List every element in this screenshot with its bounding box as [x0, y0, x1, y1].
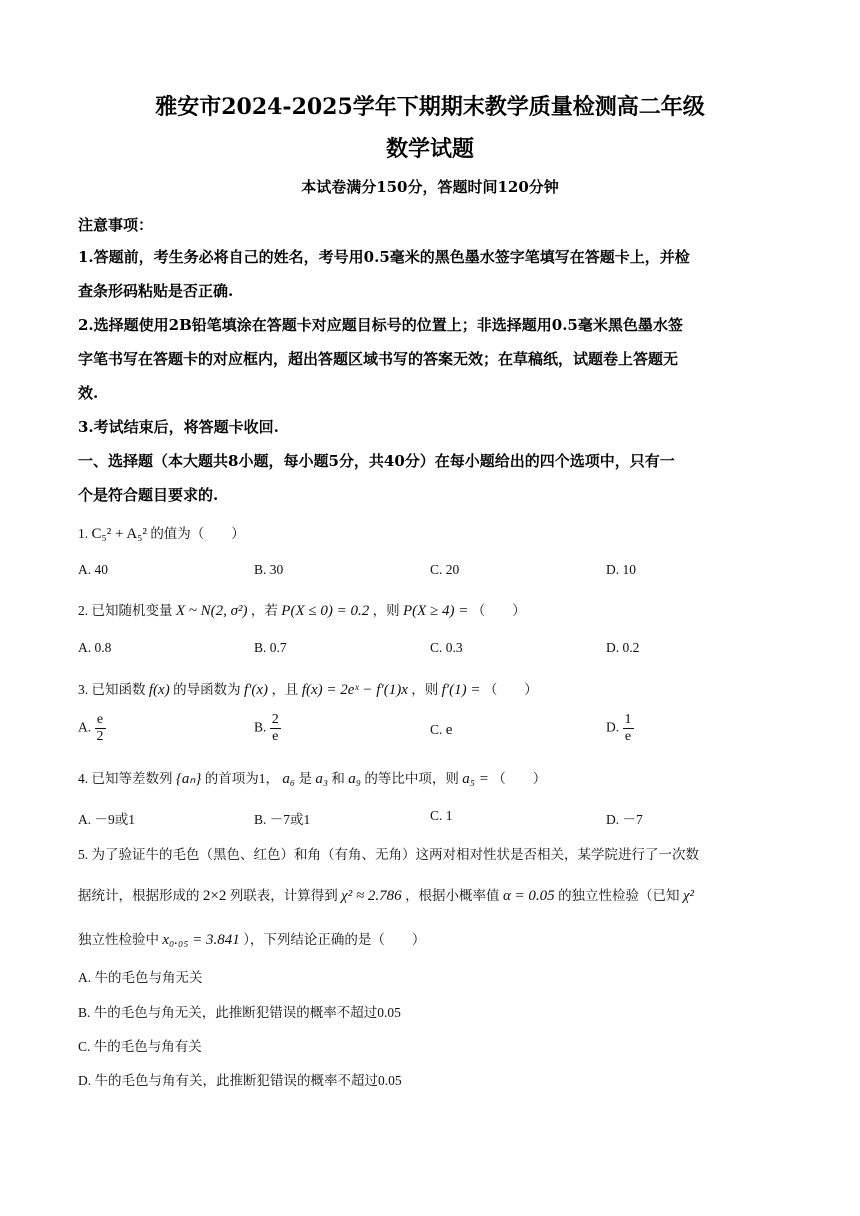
q3-option-d[interactable]: [606, 712, 634, 745]
question-5-line-2: [78, 884, 784, 905]
question-4-expr-5: a₅ =: [462, 771, 489, 787]
question-2-options: [78, 640, 784, 680]
q2-option-c[interactable]: C. 0.3: [430, 640, 463, 655]
question-3-stem-a: 3. 已知函数: [78, 682, 146, 697]
question-4-expr-2: a₆: [282, 771, 296, 787]
question-2-stem-b: ，若: [250, 603, 278, 618]
question-3-expr-4: f′(1) =: [441, 682, 481, 698]
question-2: [78, 599, 784, 620]
question-3-expr-2: f′(x): [243, 682, 269, 698]
q4-option-d[interactable]: D. －7: [606, 812, 643, 827]
section-1-line-2: 个是符合题目要求的.: [78, 486, 219, 504]
q3-option-a-fraction: [95, 712, 106, 745]
question-5-line-3-a: 独立性检验中: [78, 932, 159, 947]
question-4-expr-4: a₉: [348, 771, 362, 787]
question-3-stem-e: （ ）: [483, 682, 538, 697]
q1-option-d[interactable]: D. 10: [606, 562, 636, 577]
q4-option-b[interactable]: B. －7或1: [254, 812, 311, 827]
note-1-line-2: 查条形码粘贴是否正确.: [78, 282, 234, 300]
exam-subtitle: 数学试题: [385, 136, 474, 162]
question-3-stem-c: ，且: [271, 682, 299, 697]
question-2-stem-a: 2. 已知随机变量: [78, 603, 173, 618]
question-1-stem: 的值为（ ）: [150, 526, 245, 541]
q3-option-a-numerator: e: [95, 712, 106, 729]
q3-option-c-label: C.: [430, 722, 443, 737]
note-1-line-1: 1.答题前，考生务必将自己的姓名，考号用0.5毫米的黑色墨水签字笔填写在答题卡上，并检: [78, 248, 690, 266]
q3-option-b[interactable]: [254, 712, 281, 745]
question-5-line-3: [78, 928, 784, 949]
question-2-stem-d: （ ）: [471, 603, 526, 618]
q3-option-a-denominator: 2: [96, 729, 104, 744]
q3-option-d-numerator: 1: [624, 712, 632, 727]
question-3-options: [78, 712, 784, 756]
q2-option-b[interactable]: B. 0.7: [254, 640, 287, 655]
exam-meta: 本试卷满分150分，答题时间120分钟: [301, 178, 559, 196]
question-5-line-2-c: ，根据小概率值: [405, 888, 500, 903]
question-5-chi-square: χ² ≈ 2.786: [341, 888, 402, 904]
q2-option-a[interactable]: A. 0.8: [78, 640, 112, 655]
question-4-stem-d: 和: [331, 771, 345, 786]
q1-option-b[interactable]: B. 30: [254, 562, 284, 577]
q3-option-d-label: D.: [606, 719, 620, 735]
note-2-line-1: 2.选择题使用2B铅笔填涂在答题卡对应题目标号的位置上；非选择题用0.5毫米黑色墨水签: [78, 316, 683, 334]
question-4: [78, 767, 784, 788]
question-3-stem-b: 的导函数为: [173, 682, 241, 697]
notes-heading: 注意事项：: [78, 216, 154, 234]
q4-option-c[interactable]: C. 1: [430, 808, 453, 823]
q3-option-b-denominator: e: [272, 729, 279, 744]
question-2-expr-2: P(X ≤ 0) = 0.2: [281, 603, 370, 619]
question-5-alpha: α = 0.05: [502, 888, 555, 904]
q2-option-d[interactable]: D. 0.2: [606, 640, 640, 655]
q3-option-a[interactable]: [78, 712, 106, 745]
question-1-expression: C₅² + A₅²: [91, 526, 147, 542]
question-4-options: [78, 808, 784, 848]
question-3-stem-d: ，则: [411, 682, 439, 697]
question-4-expr-3: a₃: [315, 771, 329, 787]
question-1-number: 1.: [78, 526, 89, 541]
question-5-line-2-d: 的独立性检验（已知: [558, 888, 680, 903]
question-3-expr-3: f(x) = 2eˣ − f′(1)x: [301, 682, 408, 698]
question-4-stem-e: 的等比中项，则: [364, 771, 459, 786]
question-4-stem-c: 是: [298, 771, 312, 786]
q5-option-d[interactable]: D. 牛的毛色与角有关，此推断犯错误的概率不超过0.05: [78, 1073, 402, 1088]
question-2-stem-c: ，则: [372, 603, 400, 618]
question-3-expr-1: f(x): [148, 682, 170, 698]
q5-option-c[interactable]: C. 牛的毛色与角有关: [78, 1039, 202, 1054]
question-4-stem-a: 4. 已知等差数列: [78, 771, 173, 786]
q3-option-d-fraction: [623, 712, 634, 745]
question-5-critical-value: x₀.₀₅ = 3.841: [162, 932, 240, 948]
exam-title: 雅安市2024-2025学年下期期末教学质量检测高二年级: [155, 94, 705, 120]
question-5-line-3-b: ），下列结论正确的是（ ）: [243, 932, 426, 947]
q5-option-b[interactable]: B. 牛的毛色与角无关，此推断犯错误的概率不超过0.05: [78, 1005, 401, 1020]
q5-option-a[interactable]: A. 牛的毛色与角无关: [78, 970, 203, 985]
q3-option-b-numerator: 2: [271, 712, 279, 727]
question-5-chi-symbol: χ²: [682, 888, 695, 904]
q3-option-c[interactable]: [430, 722, 452, 739]
question-5-table-size: 2×2: [202, 888, 227, 904]
note-2-line-2: 字笔书写在答题卡的对应框内，超出答题区域书写的答案无效；在草稿纸，试题卷上答题无: [78, 350, 679, 368]
question-2-expr-1: X ~ N(2, σ²): [175, 603, 248, 619]
question-5-line-2-b: 列联表，计算得到: [229, 888, 338, 903]
q3-option-a-label: A.: [78, 719, 92, 735]
question-4-stem-b: 的首项为1，: [204, 771, 279, 786]
q3-option-d-denominator: e: [624, 729, 632, 744]
question-4-expr-1: {aₙ}: [175, 771, 202, 787]
q4-option-a[interactable]: A. －9或1: [78, 812, 135, 827]
question-2-expr-3: P(X ≥ 4) =: [402, 603, 469, 619]
q3-option-b-label: B.: [254, 719, 267, 735]
note-2-line-3: 效.: [78, 384, 99, 402]
question-1: [78, 522, 784, 543]
q1-option-a[interactable]: A. 40: [78, 562, 108, 577]
q3-option-b-fraction: [270, 712, 281, 745]
question-1-options: [78, 562, 784, 602]
question-5-line-1: 5. 为了验证牛的毛色（黑色、红色）和角（有角、无角）这两对相对性状是否相关，某学院进行了一次数: [78, 847, 699, 862]
q1-option-c[interactable]: C. 20: [430, 562, 460, 577]
section-1-line-1: 一、选择题（本大题共8小题，每小题5分，共40分）在每小题给出的四个选项中，只有一: [78, 452, 675, 470]
question-5-line-2-a: 据统计，根据形成的: [78, 888, 200, 903]
question-3: [78, 678, 784, 699]
note-3: 3.考试结束后，将答题卡收回.: [78, 418, 279, 436]
q3-option-c-value: e: [445, 722, 453, 738]
question-4-stem-f: （ ）: [492, 771, 547, 786]
